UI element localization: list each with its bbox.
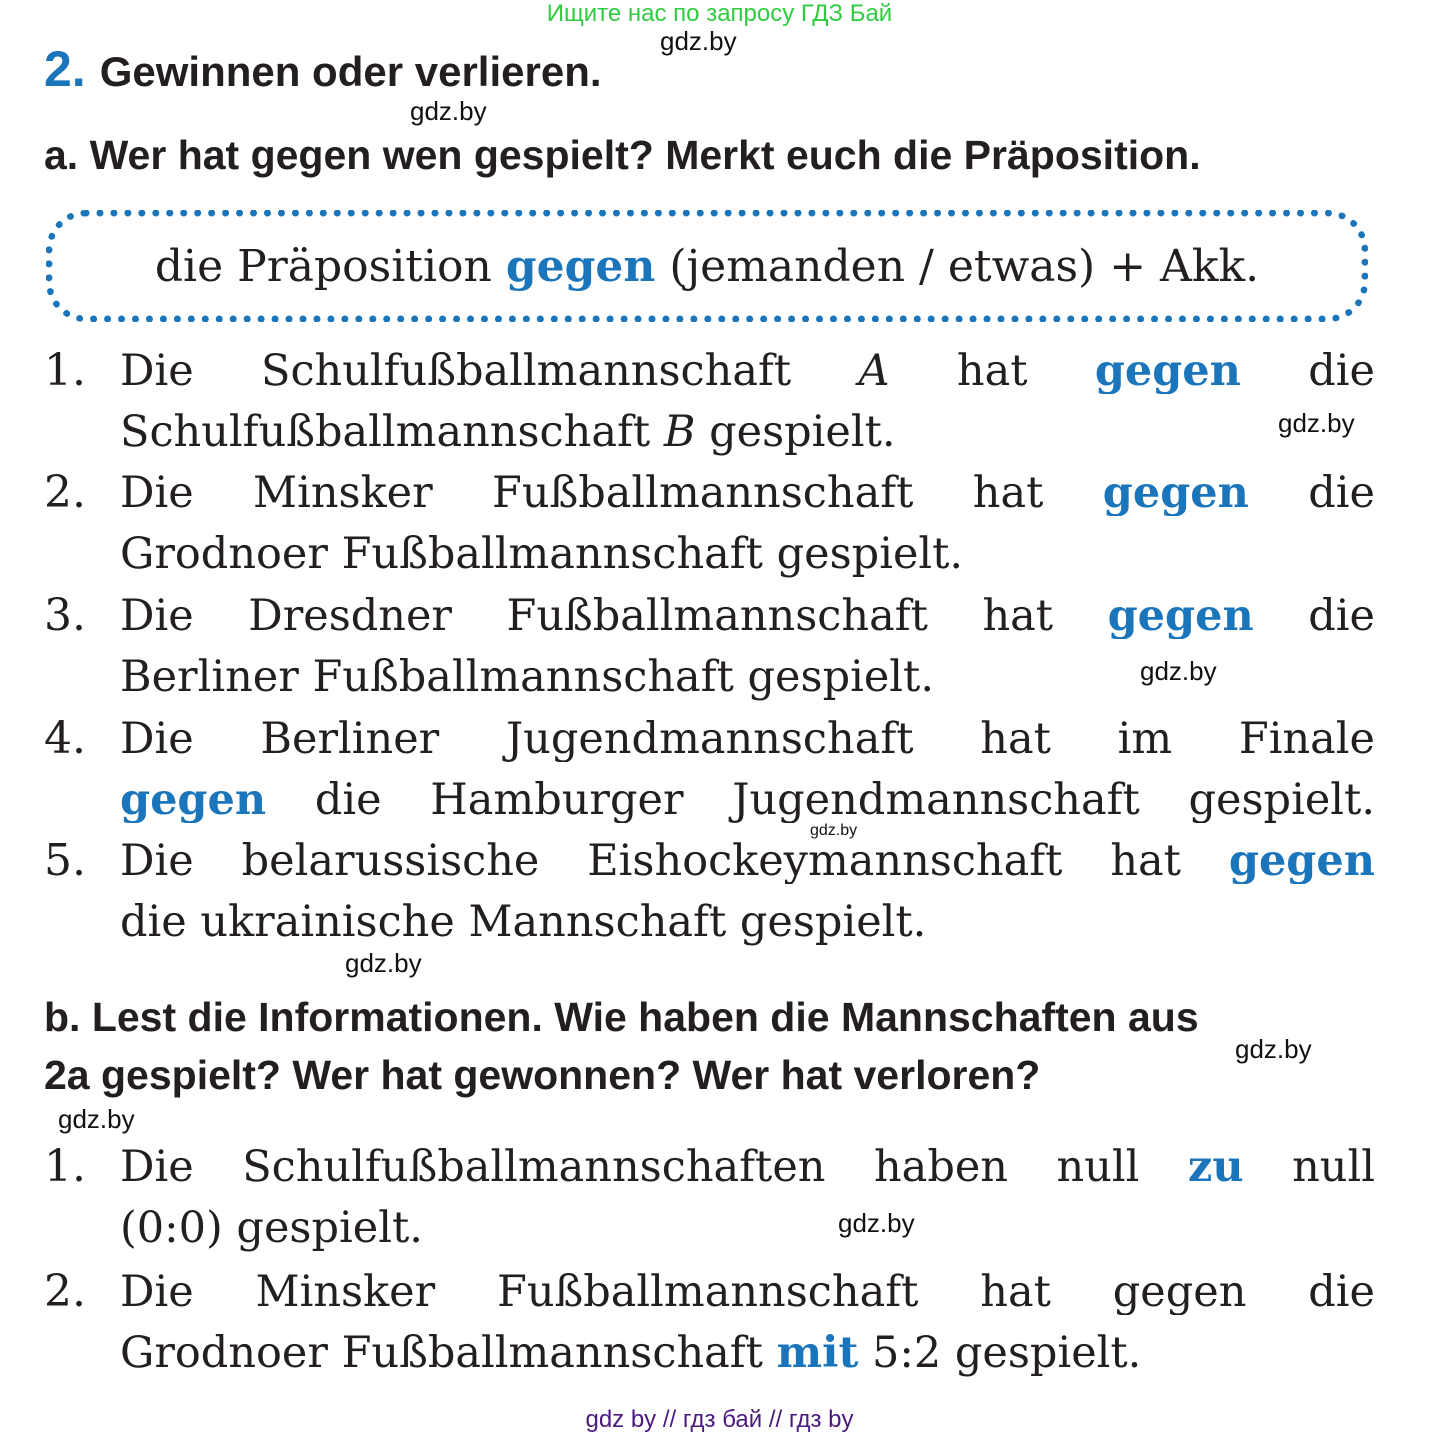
- text-segment: (0:0) gespielt.: [120, 1203, 423, 1253]
- item-number: 3.: [44, 590, 86, 641]
- list-item-line: [120, 409, 896, 455]
- highlighted-word: gegen: [120, 777, 267, 823]
- item-number: 4.: [44, 713, 86, 764]
- search-hint: Ищите нас по запросу ГДЗ Бай: [546, 0, 893, 27]
- text-segment: die ukrainische Mannschaft gespielt.: [120, 897, 927, 947]
- text-segment: Die Minsker Fußballmannschaft hat: [120, 470, 1103, 516]
- text-segment: hat: [889, 348, 1095, 394]
- exercise-title: [44, 42, 602, 99]
- text-segment: A: [858, 348, 890, 394]
- text-segment: die Hamburger Jugendmannschaft gespielt.: [266, 777, 1375, 823]
- exercise-title-text: Gewinnen oder verlieren.: [99, 48, 602, 95]
- section-a-heading: a. Wer hat gegen wen gespielt? Merkt euch die Präposition.: [44, 132, 1201, 178]
- watermark: gdz.by: [1235, 1034, 1312, 1064]
- list-item-line: [120, 654, 934, 700]
- text-segment: (jemanden / etwas) + Akk.: [655, 240, 1260, 292]
- text-segment: Die belarussische Eishockeymannschaft hat: [120, 838, 1229, 884]
- list-item-line: [120, 899, 926, 945]
- highlighted-word: gegen: [505, 240, 656, 292]
- list-item-line: [120, 1330, 1141, 1376]
- list-item-line: [120, 1269, 1375, 1315]
- item-number: 2.: [44, 1266, 86, 1317]
- text-segment: Grodnoer Fußballmannschaft gespielt.: [120, 529, 964, 579]
- watermark: gdz.by: [1140, 656, 1217, 686]
- text-segment: Die Berliner Jugendmannschaft hat im Finale: [120, 716, 1375, 762]
- footer-watermark: gdz by // гдз бай // гдз by: [585, 1406, 854, 1433]
- highlighted-word: mit: [776, 1328, 859, 1378]
- list-item-line: [120, 348, 1375, 394]
- item-number: 1.: [44, 1141, 86, 1192]
- text-segment: null: [1243, 1144, 1375, 1190]
- watermark: gdz.by: [660, 26, 737, 56]
- text-segment: die: [1253, 593, 1375, 639]
- list-item-line: [120, 1144, 1375, 1190]
- highlighted-word: gegen: [1228, 838, 1375, 884]
- text-segment: Schulfußballmannschaft: [120, 407, 664, 457]
- watermark: gdz.by: [410, 96, 487, 126]
- list-item-line: [120, 777, 1375, 823]
- watermark: gdz.by: [838, 1208, 915, 1238]
- grammar-rule-box: [46, 210, 1368, 322]
- watermark: gdz.by: [345, 948, 422, 978]
- item-number: 5.: [44, 835, 86, 886]
- text-segment: Die Minsker Fußballmannschaft hat gegen die: [120, 1269, 1375, 1315]
- list-item-line: [120, 838, 1375, 884]
- watermark: gdz.by: [1278, 408, 1355, 438]
- text-segment: die Präposition: [154, 240, 506, 292]
- section-b-heading-line-1: b. Lest die Informationen. Wie haben die Mannschaften aus: [44, 994, 1199, 1040]
- highlighted-word: zu: [1187, 1144, 1244, 1190]
- text-segment: B: [663, 407, 696, 457]
- text-segment: die: [1240, 348, 1375, 394]
- list-item-line: [120, 593, 1375, 639]
- text-segment: Die Schulfußballmannschaften haben null: [120, 1144, 1188, 1190]
- watermark: gdz.by: [58, 1104, 135, 1134]
- watermark: gdz.by: [810, 822, 858, 839]
- section-b-heading-line-2: 2a gespielt? Wer hat gewonnen? Wer hat verloren?: [44, 1052, 1041, 1098]
- list-item-line: [120, 716, 1375, 762]
- item-number: 1.: [44, 345, 86, 396]
- highlighted-word: gegen: [1094, 348, 1241, 394]
- text-segment: Die Schulfußballmannschaft: [120, 348, 859, 394]
- text-segment: Berliner Fußballmannschaft gespielt.: [120, 652, 934, 702]
- item-number: 2.: [44, 467, 86, 518]
- grammar-rule: [155, 241, 1259, 292]
- text-segment: gespielt.: [695, 407, 896, 457]
- highlighted-word: gegen: [1102, 470, 1249, 516]
- highlighted-word: gegen: [1107, 593, 1254, 639]
- text-segment: die: [1248, 470, 1375, 516]
- text-segment: 5:2 gespielt.: [858, 1328, 1142, 1378]
- text-segment: Grodnoer Fußballmannschaft: [120, 1328, 777, 1378]
- list-item-line: [120, 470, 1375, 516]
- exercise-number: 2.: [44, 41, 86, 97]
- text-segment: Die Dresdner Fußballmannschaft hat: [120, 593, 1108, 639]
- list-item-line: [120, 1205, 423, 1251]
- list-item-line: [120, 531, 963, 577]
